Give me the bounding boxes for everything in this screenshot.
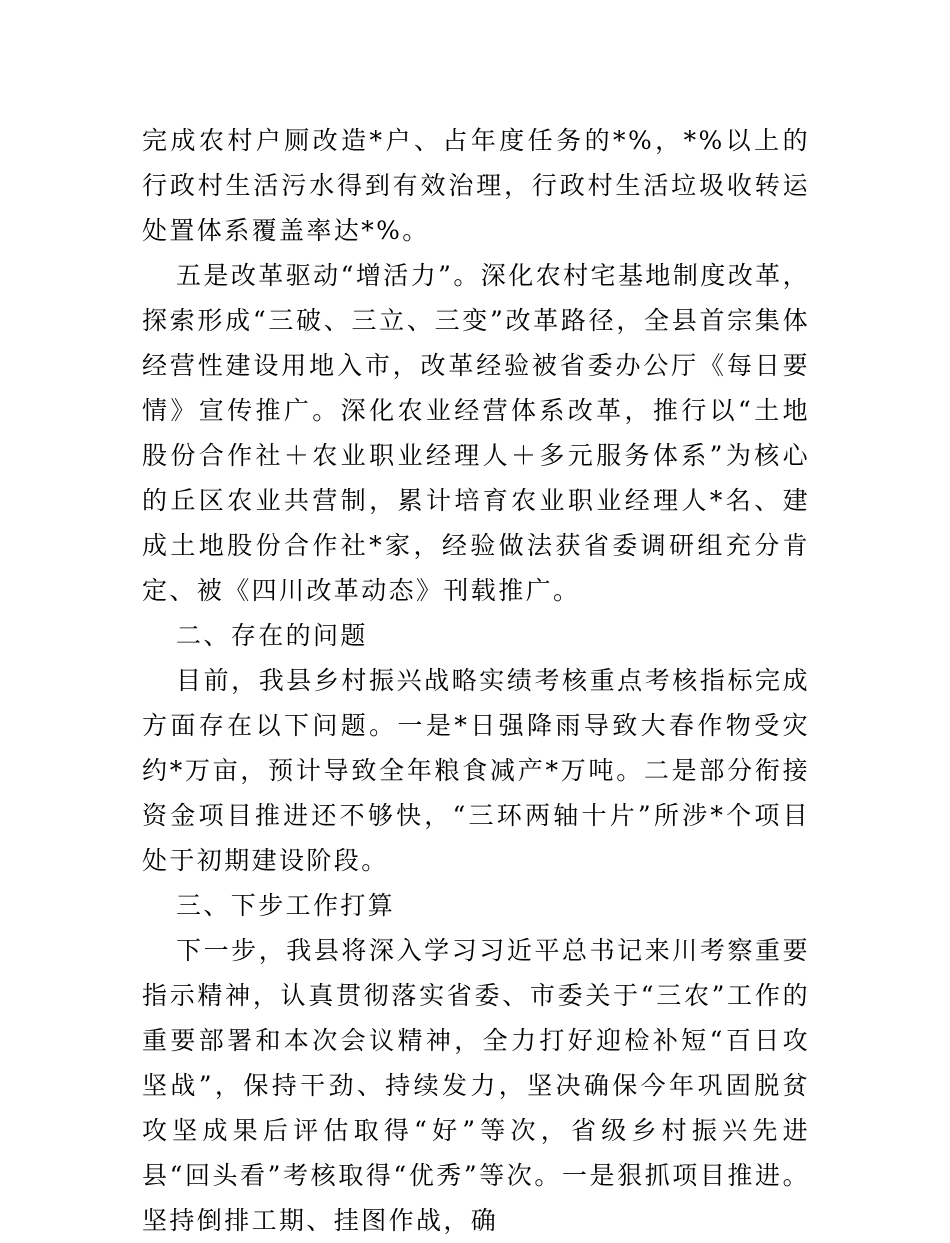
section-heading-next-steps: 三、下步工作打算 xyxy=(176,891,396,920)
paragraph-reform: 五是改革驱动“增活力”。深化农村宅基地制度改革，探索形成“三破、三立、三变”改革路径，全县首宗集体经营性建设用地入市，改革经验被省委办公厅《每日要情》宣传推广。深化农业经营体系改革，推行以“土地股份合作社＋农业职业经理人＋多元服务体系”为核心的丘区农业共营制，累计培育农业职业经理人*名、建成土地股份合作社*家，经验做法获省委调研组充分肯定、被《四川改革动态》刊载推广。 xyxy=(142,261,810,605)
document-body xyxy=(142,118,810,1243)
section-heading-problems: 二、存在的问题 xyxy=(176,621,368,650)
paragraph-problems: 目前，我县乡村振兴战略实绩考核重点考核指标完成方面存在以下问题。一是*日强降雨导致大春作物受灾约*万亩，预计导致全年粮食减产*万吨。二是部分衔接资金项目推进还不够快，“三环两轴十片”所涉*个项目处于初期建设阶段。 xyxy=(142,666,810,875)
paragraph-next-steps: 下一步，我县将深入学习习近平总书记来川考察重要指示精神，认真贯彻落实省委、市委关于“三农”工作的重要部署和本次会议精神，全力打好迎检补短“百日攻坚战”，保持干劲、持续发力，坚决确保今年巩固脱贫攻坚成果后评估取得“好”等次，省级乡村振兴先进县“回头看”考核取得“优秀”等次。一是狠抓项目推进。坚持倒排工期、挂图作战，确 xyxy=(142,936,810,1235)
paragraph-continuation: 完成农村户厕改造*户、占年度任务的*%，*%以上的行政村生活污水得到有效治理，行政村生活垃圾收转运处置体系覆盖率达*%。 xyxy=(142,126,810,245)
